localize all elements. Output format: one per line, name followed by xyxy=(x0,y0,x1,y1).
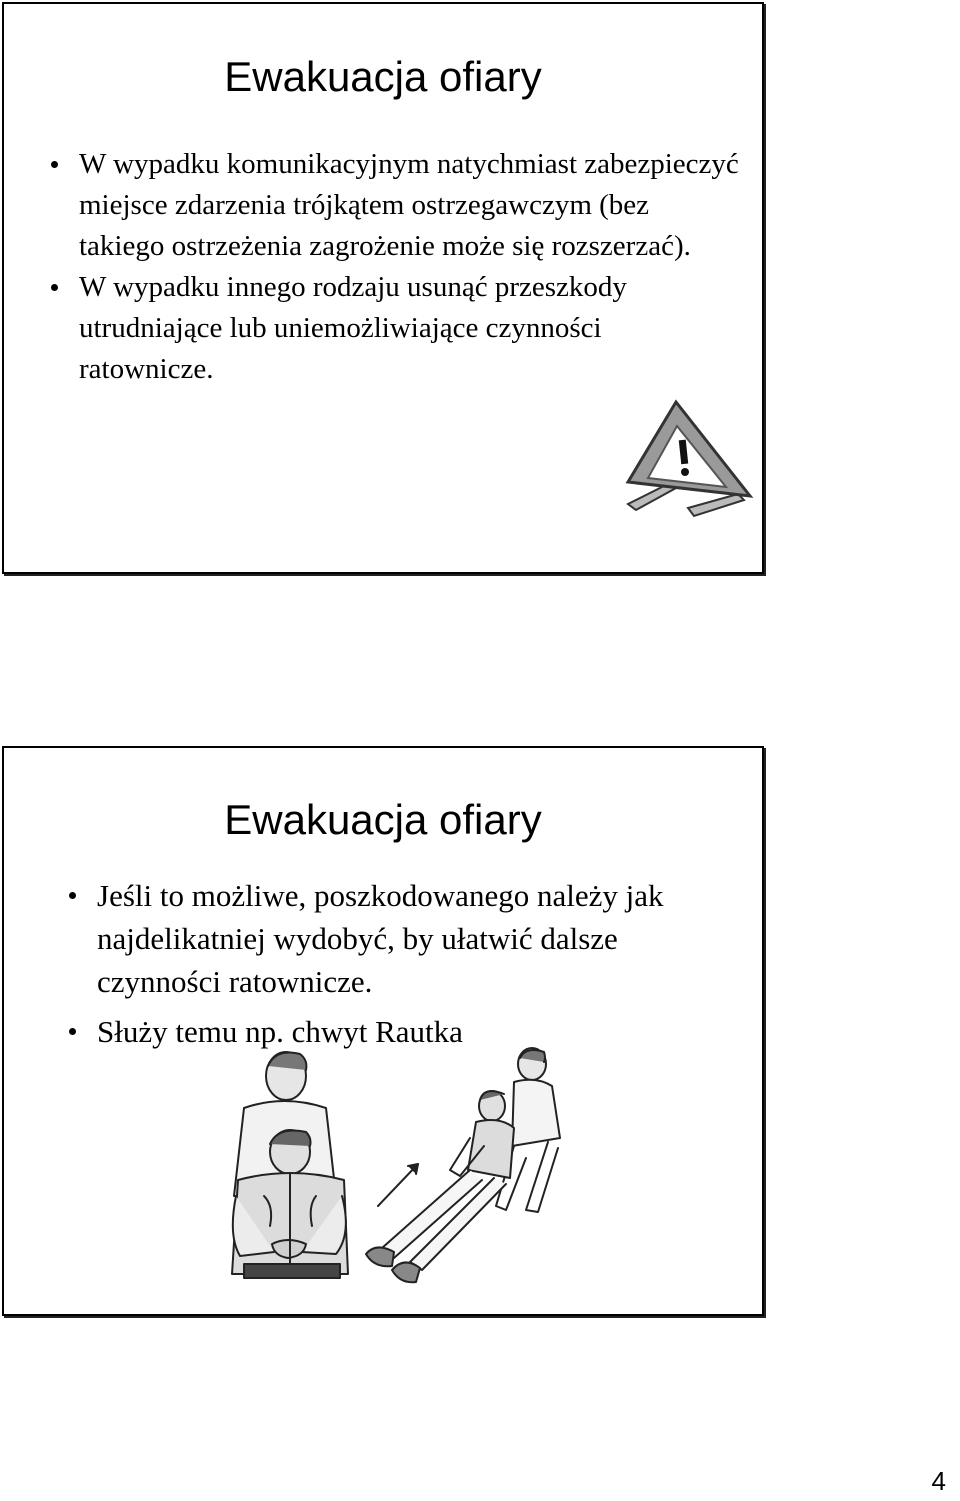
slide-1 xyxy=(2,2,764,574)
slide-2 xyxy=(2,746,764,1316)
bullet-item xyxy=(97,874,707,1003)
bullet-item xyxy=(79,267,739,390)
bullet-item xyxy=(79,144,739,267)
slide-title: Ewakuacja ofiary xyxy=(224,53,542,100)
bullet-text: W wypadku komunikacyjnym natychmiast zabezpieczyć miejsce zdarzenia trójkątem ostrzegawczym (bez takiego ostrzeżenia zagrożenie może się rozszerzać). xyxy=(79,148,739,262)
bullet-icon xyxy=(51,284,58,291)
page-number: 4 xyxy=(931,1466,946,1496)
bullet-text: Jeśli to możliwe, poszkodowanego należy jak najdelikatniej wydobyć, by ułatwić dalsze czynności ratownicze. xyxy=(97,878,664,999)
bullet-list xyxy=(97,874,707,1053)
bullet-icon xyxy=(69,1028,76,1035)
bullet-icon xyxy=(69,892,76,899)
bullet-text: W wypadku innego rodzaju usunąć przeszkody utrudniające lub uniemożliwiające czynności ratownicze. xyxy=(79,271,627,385)
bullet-list xyxy=(79,144,739,390)
bullet-icon xyxy=(51,161,58,168)
bullet-text: Służy temu np. chwyt Rautka xyxy=(97,1014,463,1049)
rautek-grip-illustration xyxy=(214,1046,574,1298)
warning-triangle-icon xyxy=(618,396,758,528)
slide-title: Ewakuacja ofiary xyxy=(224,796,542,843)
